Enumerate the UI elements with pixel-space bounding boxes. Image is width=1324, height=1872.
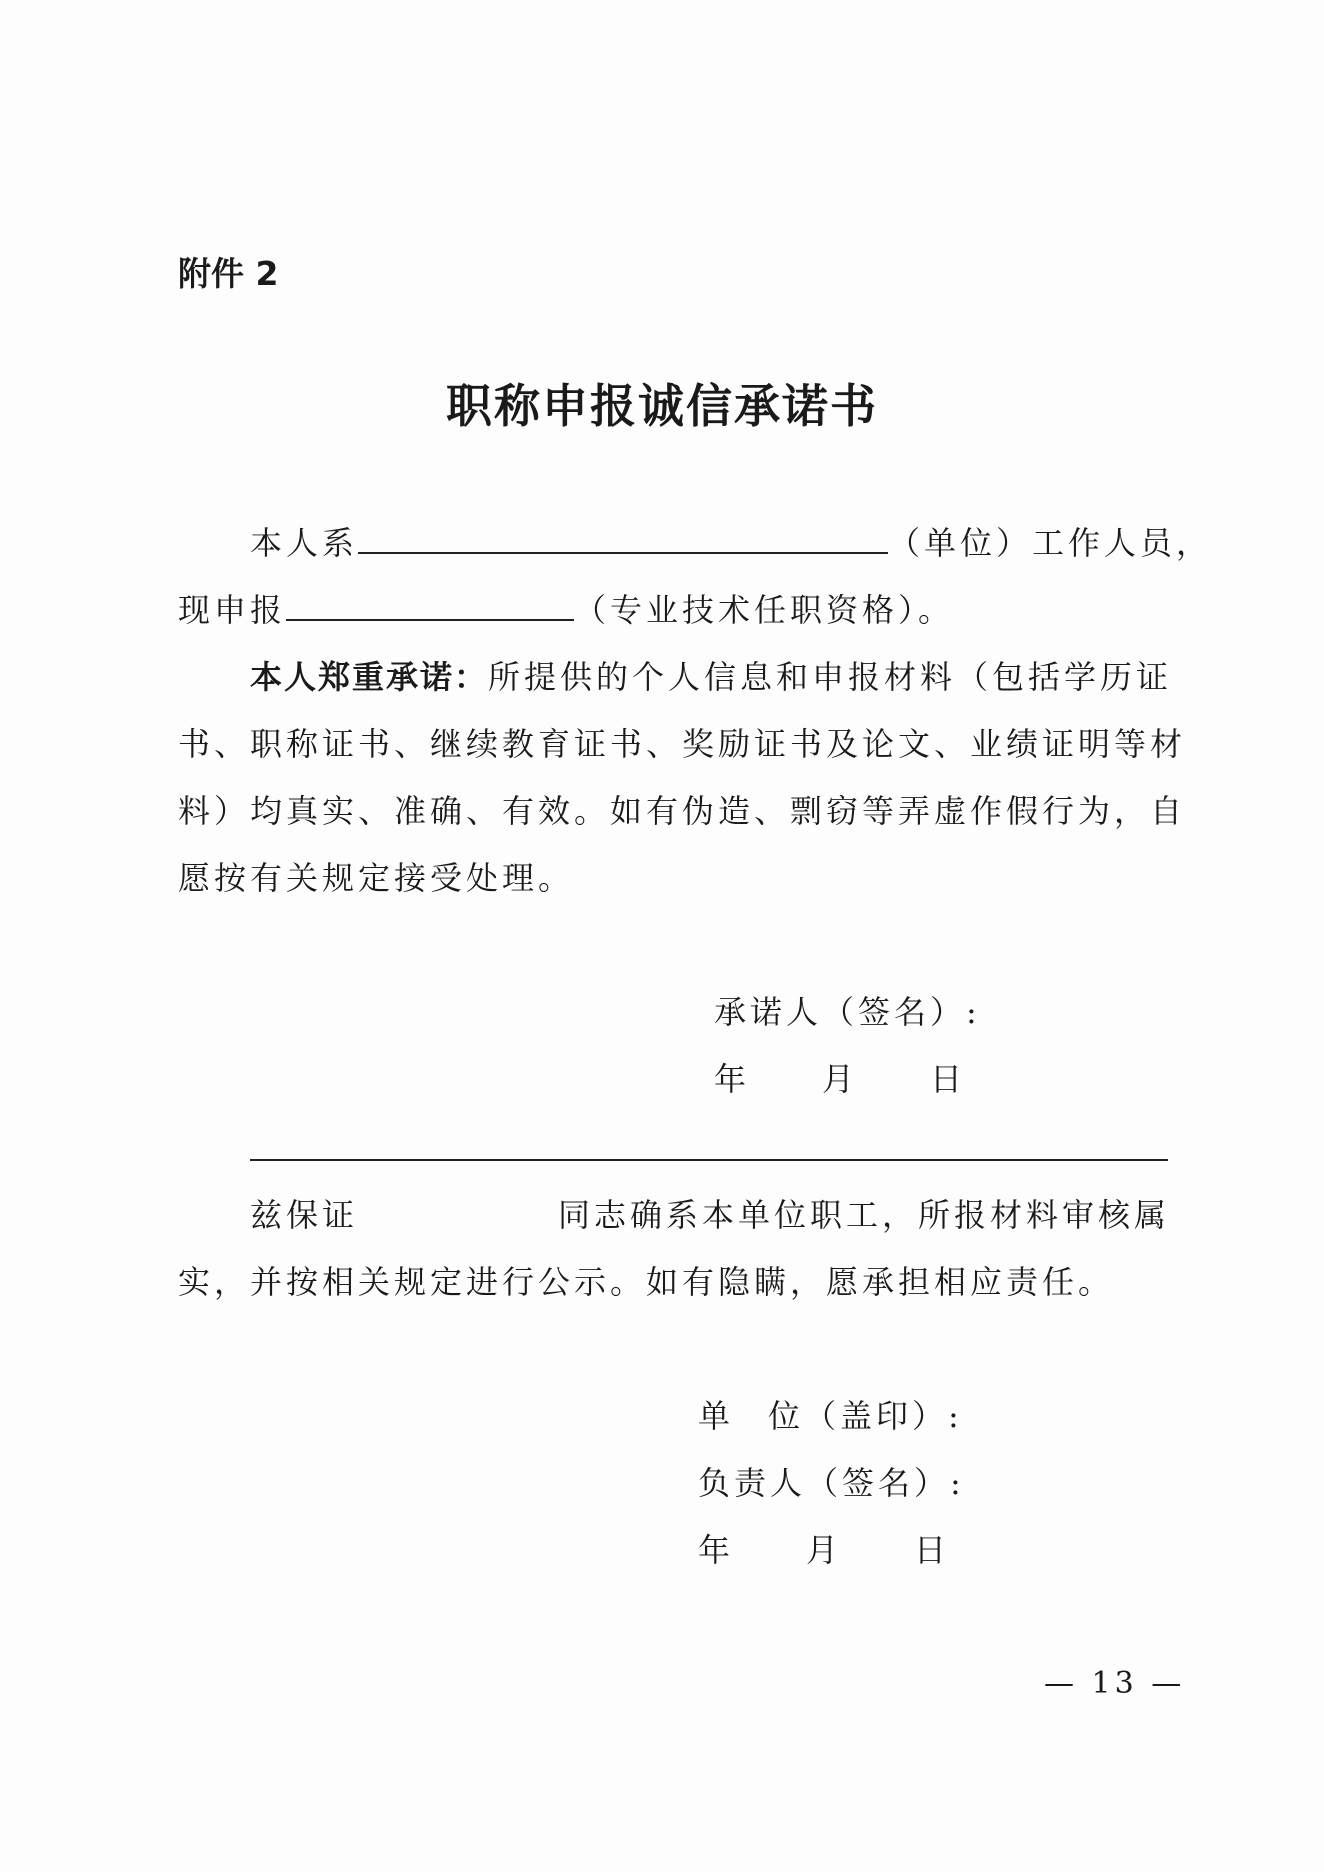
- page-number: — 13 —: [1044, 1666, 1186, 1701]
- statement-line-2: [178, 585, 954, 631]
- date-1-day: 日: [930, 1060, 967, 1098]
- promise-lead: 本人郑重承诺：: [250, 658, 489, 696]
- leader-signature-label: 负责人（签名）:: [698, 1464, 965, 1502]
- unit-seal-label-b: 位（盖印）:: [768, 1397, 963, 1435]
- attachment-label: 附件 2: [178, 254, 279, 293]
- unit-seal-label: [698, 1391, 963, 1437]
- line1-prefix: 本人系: [250, 524, 359, 562]
- line2-prefix: 现申报: [178, 591, 287, 629]
- promisor-signature-label: 承诺人（签名）:: [714, 993, 981, 1031]
- line1-suffix: （单位）工作人员，: [888, 524, 1213, 562]
- line2-suffix: （专业技术任职资格）。: [574, 591, 955, 629]
- leader-date: [698, 1525, 950, 1571]
- date-2-year: 年: [698, 1531, 735, 1569]
- guarantee-line-1: [250, 1190, 1170, 1236]
- guarantee-prefix: 兹保证: [250, 1196, 359, 1234]
- promise-text-1: 所提供的个人信息和申报材料（包括学历证: [488, 658, 1173, 696]
- date-2-day: 日: [914, 1531, 951, 1569]
- date-1-month: 月: [822, 1060, 859, 1098]
- unit-seal-label-a: 单: [698, 1397, 735, 1435]
- promise-line-2: 书、职称证书、继续教育证书、奖励证书及论文、业绩证明等材: [178, 725, 1187, 763]
- promise-line-1: [250, 652, 1172, 698]
- date-2-month: 月: [806, 1531, 843, 1569]
- date-1-year: 年: [714, 1060, 751, 1098]
- guarantee-line-2: 实，并按相关规定进行公示。如有隐瞒，愿承担相应责任。: [178, 1263, 1115, 1301]
- promise-line-4: 愿按有关规定接受处理。: [178, 859, 575, 897]
- promise-line-3: 料）均真实、准确、有效。如有伪造、剽窃等弄虚作假行为，自: [178, 792, 1187, 830]
- qualification-blank[interactable]: [286, 587, 574, 621]
- unit-name-blank[interactable]: [358, 520, 888, 554]
- document-title: 职称申报诚信承诺书: [446, 379, 878, 433]
- statement-line-1: [250, 518, 1212, 564]
- guarantee-text-1: 同志确系本单位职工，所报材料审核属: [558, 1196, 1171, 1234]
- promisor-date: [714, 1054, 966, 1100]
- section-divider: [250, 1159, 1168, 1161]
